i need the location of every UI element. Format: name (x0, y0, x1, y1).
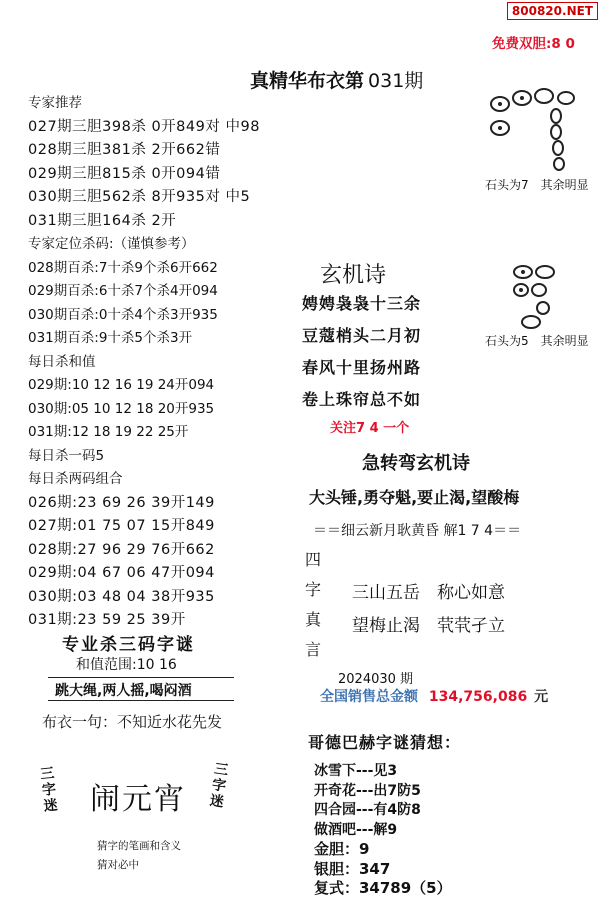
daily-two-line: 026期:23 69 26 39开149 (28, 494, 215, 511)
daily-two-heading: 每日杀两码组合 (28, 471, 123, 487)
poem-line: 卷上珠帘总不如 (302, 390, 422, 409)
goldbach-title: 哥德巴赫字谜猜想： (308, 733, 462, 752)
daily-sum-line: 029期:10 12 16 19 24开094 (28, 377, 215, 393)
turn-line1: 大头锤,勇夺魁,要止渴,望酸梅 (309, 488, 520, 507)
turn-phrase2: 望梅止渴 茕茕孑立 (352, 616, 505, 636)
turn-phrase1: 三山五岳 称心如意 (352, 583, 505, 603)
four-char: 言 (305, 640, 322, 659)
daily-sum-line: 030期:05 10 12 18 20开935 (28, 400, 215, 417)
sales-amount: 134,756,086 (428, 689, 528, 705)
poem-title: 玄机诗 (320, 263, 387, 288)
expert-line: 028期三胆381杀 2开662错 (28, 142, 221, 158)
buyi-line: 布衣一句：不知近水花先发 (42, 713, 223, 731)
site-badge[interactable]: 800820.NET (507, 2, 598, 20)
goldbach-line: 做酒吧---解9 (314, 821, 398, 838)
riddle3-title: 专业杀三码字谜 (62, 635, 195, 655)
bottom-side-right: 三字迷 (208, 761, 230, 811)
stone-caption-2: 石头为5 其余明显 (485, 334, 589, 348)
daily-two-line: 028期:27 96 29 76开662 (28, 541, 215, 558)
position-kill-line: 029期百杀:6十杀7个杀4开094 (28, 283, 218, 299)
sales-unit: 元 (534, 689, 549, 705)
left-column (28, 92, 260, 633)
poem-line: 娉娉袅袅十三余 (302, 294, 422, 313)
expert-line: 030期三胆562杀 8开935对 中5 (28, 189, 251, 205)
daily-two-line: 031期:23 59 25 39开 (28, 612, 186, 628)
divider (48, 700, 234, 701)
riddle3-text: 跳大绳,两人摇,喝闷酒 (55, 683, 192, 699)
goldbach-line: 四合园---有4防8 (314, 802, 421, 818)
expert-heading: 专家推荐 (28, 95, 82, 111)
daily-two-line: 027期:01 75 07 15开849 (28, 518, 215, 534)
riddle3-range: 和值范围:10 16 (76, 657, 177, 673)
issue-number: 031期 (368, 70, 424, 92)
divider (48, 677, 234, 678)
page-title (250, 66, 423, 93)
goldbach-list (314, 762, 452, 899)
expert-line: 031期三胆164杀 2开 (28, 212, 177, 229)
sales-row (320, 686, 548, 706)
daily-sum-heading: 每日杀和值 (28, 353, 96, 370)
four-char: 真 (305, 610, 322, 629)
free-double-text: 免费双胆:8 0 (492, 36, 575, 52)
expert-line: 027期三胆398杀 0开849对 中98 (28, 118, 260, 135)
stone-caption-1: 石头为7 其余明显 (485, 178, 589, 192)
daily-two-line: 029期:04 67 06 47开094 (28, 565, 215, 581)
poem-follow: 关注7 4 一个 (330, 421, 410, 436)
daily-sum-line: 031期:12 18 19 22 25开 (28, 424, 189, 440)
daily-two-line: 030期:03 48 04 38开935 (28, 588, 215, 605)
title-text: 真精华布衣第 (250, 70, 365, 92)
position-kill-line: 028期百杀:7十杀9个杀6开662 (28, 259, 218, 276)
position-kill-line: 030期百杀:0十杀4个杀3开935 (28, 306, 218, 323)
stone-figure-1 (486, 82, 596, 174)
four-char-column (305, 545, 325, 665)
position-kill-line: 031期百杀:9十杀5个杀3开 (28, 330, 193, 346)
goldbach-line: 冰雪下---见3 (314, 763, 398, 779)
bottom-main-riddle: 闹元宵 (90, 782, 186, 817)
goldbach-gold: 金胆：9 (314, 840, 370, 858)
four-char: 字 (305, 580, 322, 599)
sales-label: 全国销售总金额 (320, 689, 418, 705)
turn-line2: ＝＝细云新月耿黄昏 解1 7 4＝＝ (313, 523, 522, 539)
poem-line: 豆蔻梢头二月初 (302, 326, 422, 345)
expert-line: 029期三胆815杀 0开094错 (28, 165, 221, 182)
bottom-hint-1: 猜字的笔画和含义 (97, 840, 181, 852)
turn-title: 急转弯玄机诗 (362, 453, 470, 474)
four-char: 四 (305, 550, 322, 569)
sales-period: 2024030 期 (338, 672, 414, 687)
position-kill-heading: 专家定位杀码:（谨慎参考） (28, 236, 195, 252)
goldbach-line: 开奇花---出7防5 (314, 782, 421, 799)
goldbach-silver: 银胆：347 (314, 859, 391, 878)
goldbach-multi: 复式：34789（5） (314, 879, 452, 897)
daily-one-code: 每日杀一码5 (28, 447, 105, 464)
stone-figure-2 (505, 260, 565, 332)
bottom-hint-2: 猜对必中 (97, 859, 139, 871)
bottom-side-left: 三字迷 (39, 765, 59, 815)
poem-line: 春风十里扬州路 (302, 358, 422, 377)
